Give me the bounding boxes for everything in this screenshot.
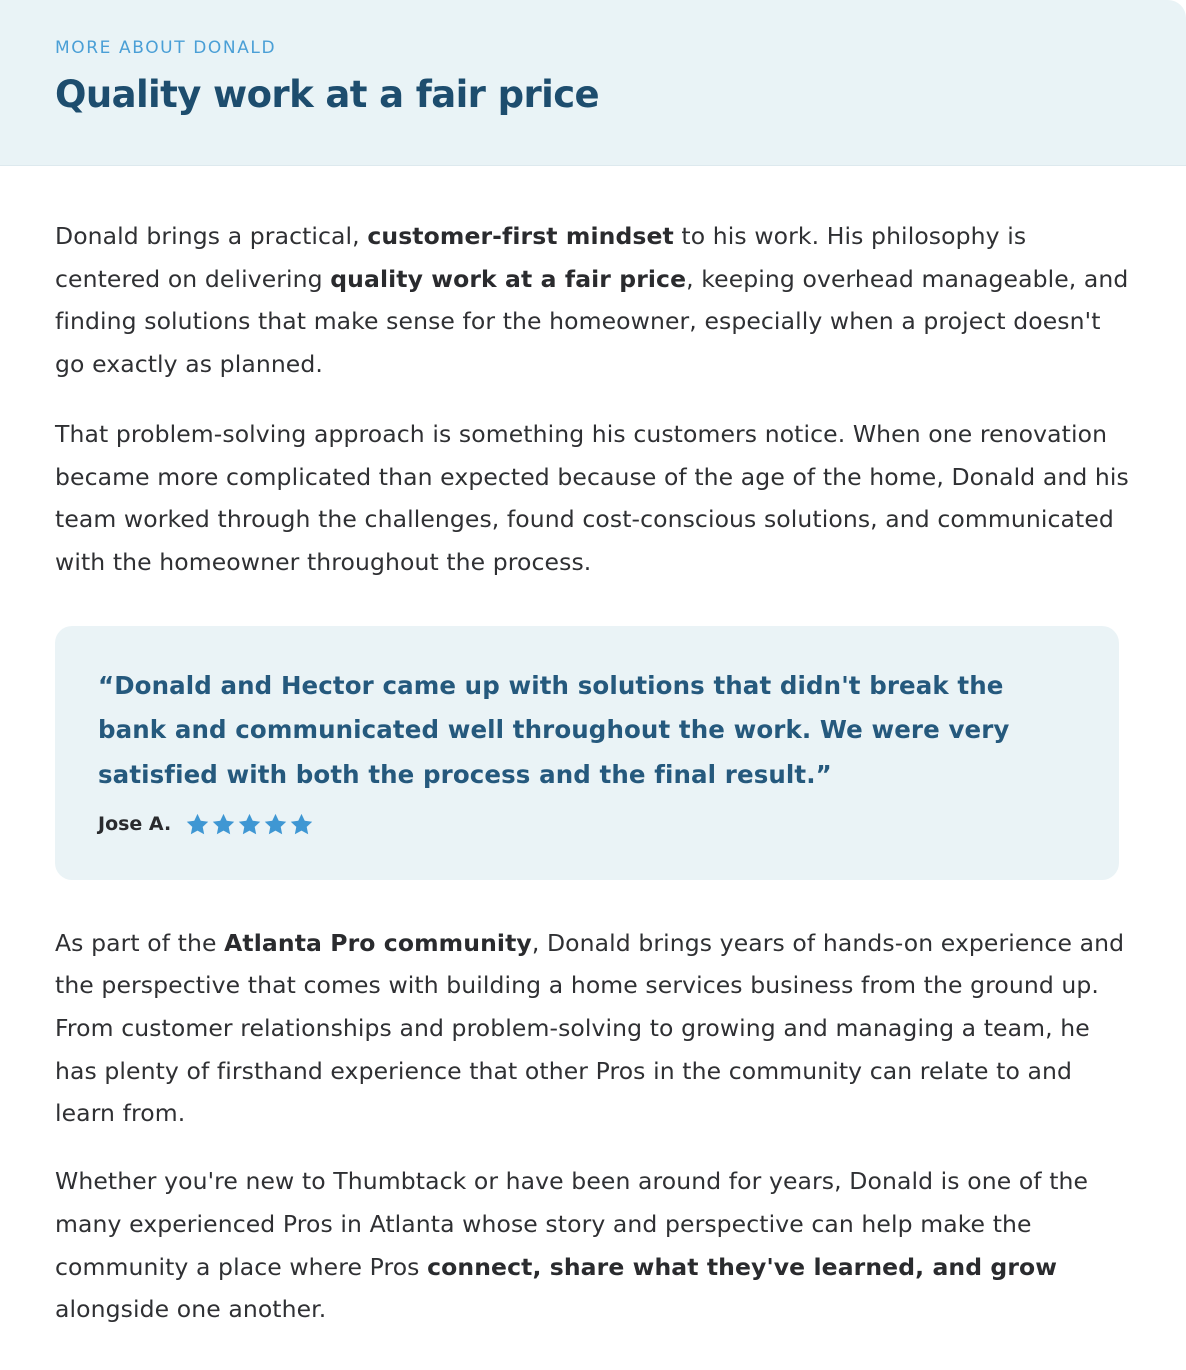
paragraph-philosophy — [55, 166, 1131, 386]
reviewer-name: Jose A. — [98, 813, 172, 836]
star-icon — [237, 812, 262, 837]
emphasis-connect-share-grow: connect, share what they've learned, and grow — [427, 1252, 1058, 1281]
text: alongside one another. — [55, 1295, 327, 1324]
testimonial-quote: “Donald and Hector came up with solutions that didn't break the bank and communicated well throughout the work. We were very satisfied with both the process and the final result.” — [98, 670, 1010, 789]
text: That problem-solving approach is something his customers notice. When one renovation became more complicated than expected because of the age of the home, Donald and his team worked through the challenges, found cost-conscious solutions, and communicated with the homeowner throughout the process. — [55, 419, 1129, 576]
star-icon — [185, 812, 210, 837]
star-icon — [263, 812, 288, 837]
eyebrow-label: MORE ABOUT DONALD — [55, 38, 277, 58]
article-body — [0, 166, 1186, 1331]
text: to his work. His philosophy is centered on delivering — [55, 222, 1027, 293]
emphasis-atlanta-pro-community: Atlanta Pro community — [224, 928, 532, 957]
paragraph-community — [55, 880, 1131, 1136]
testimonial-card — [55, 626, 1119, 880]
emphasis-quality-work: quality work at a fair price — [330, 264, 687, 293]
star-icon — [211, 812, 236, 837]
paragraph-closing — [55, 1135, 1131, 1331]
section-title: Quality work at a fair price — [55, 73, 600, 116]
star-icon — [289, 812, 314, 837]
section-header — [0, 0, 1186, 166]
star-rating — [185, 812, 315, 837]
text: Whether you're new to Thumbtack or have been around for years, Donald is one of the many experienced Pros in Atlanta whose story and perspective can help make the community a place where Pros — [55, 1167, 1089, 1281]
emphasis-customer-first: customer-first mindset — [367, 222, 674, 250]
text: , Donald brings years of hands-on experience and the perspective that comes with building a home services business from the ground up. From customer relationships and problem-solving to growing and managing a team, he has plenty of firsthand experience that other Pros in the community can relate to and learn from. — [55, 928, 1125, 1128]
paragraph-problem-solving — [55, 386, 1131, 584]
testimonial-attribution — [98, 809, 1076, 839]
text: Donald brings a practical, — [55, 222, 368, 250]
text: , keeping overhead manageable, and finding solutions that make sense for the homeowner, especially when a project doesn't go exactly as planned. — [55, 264, 1129, 379]
text: As part of the — [55, 928, 225, 957]
